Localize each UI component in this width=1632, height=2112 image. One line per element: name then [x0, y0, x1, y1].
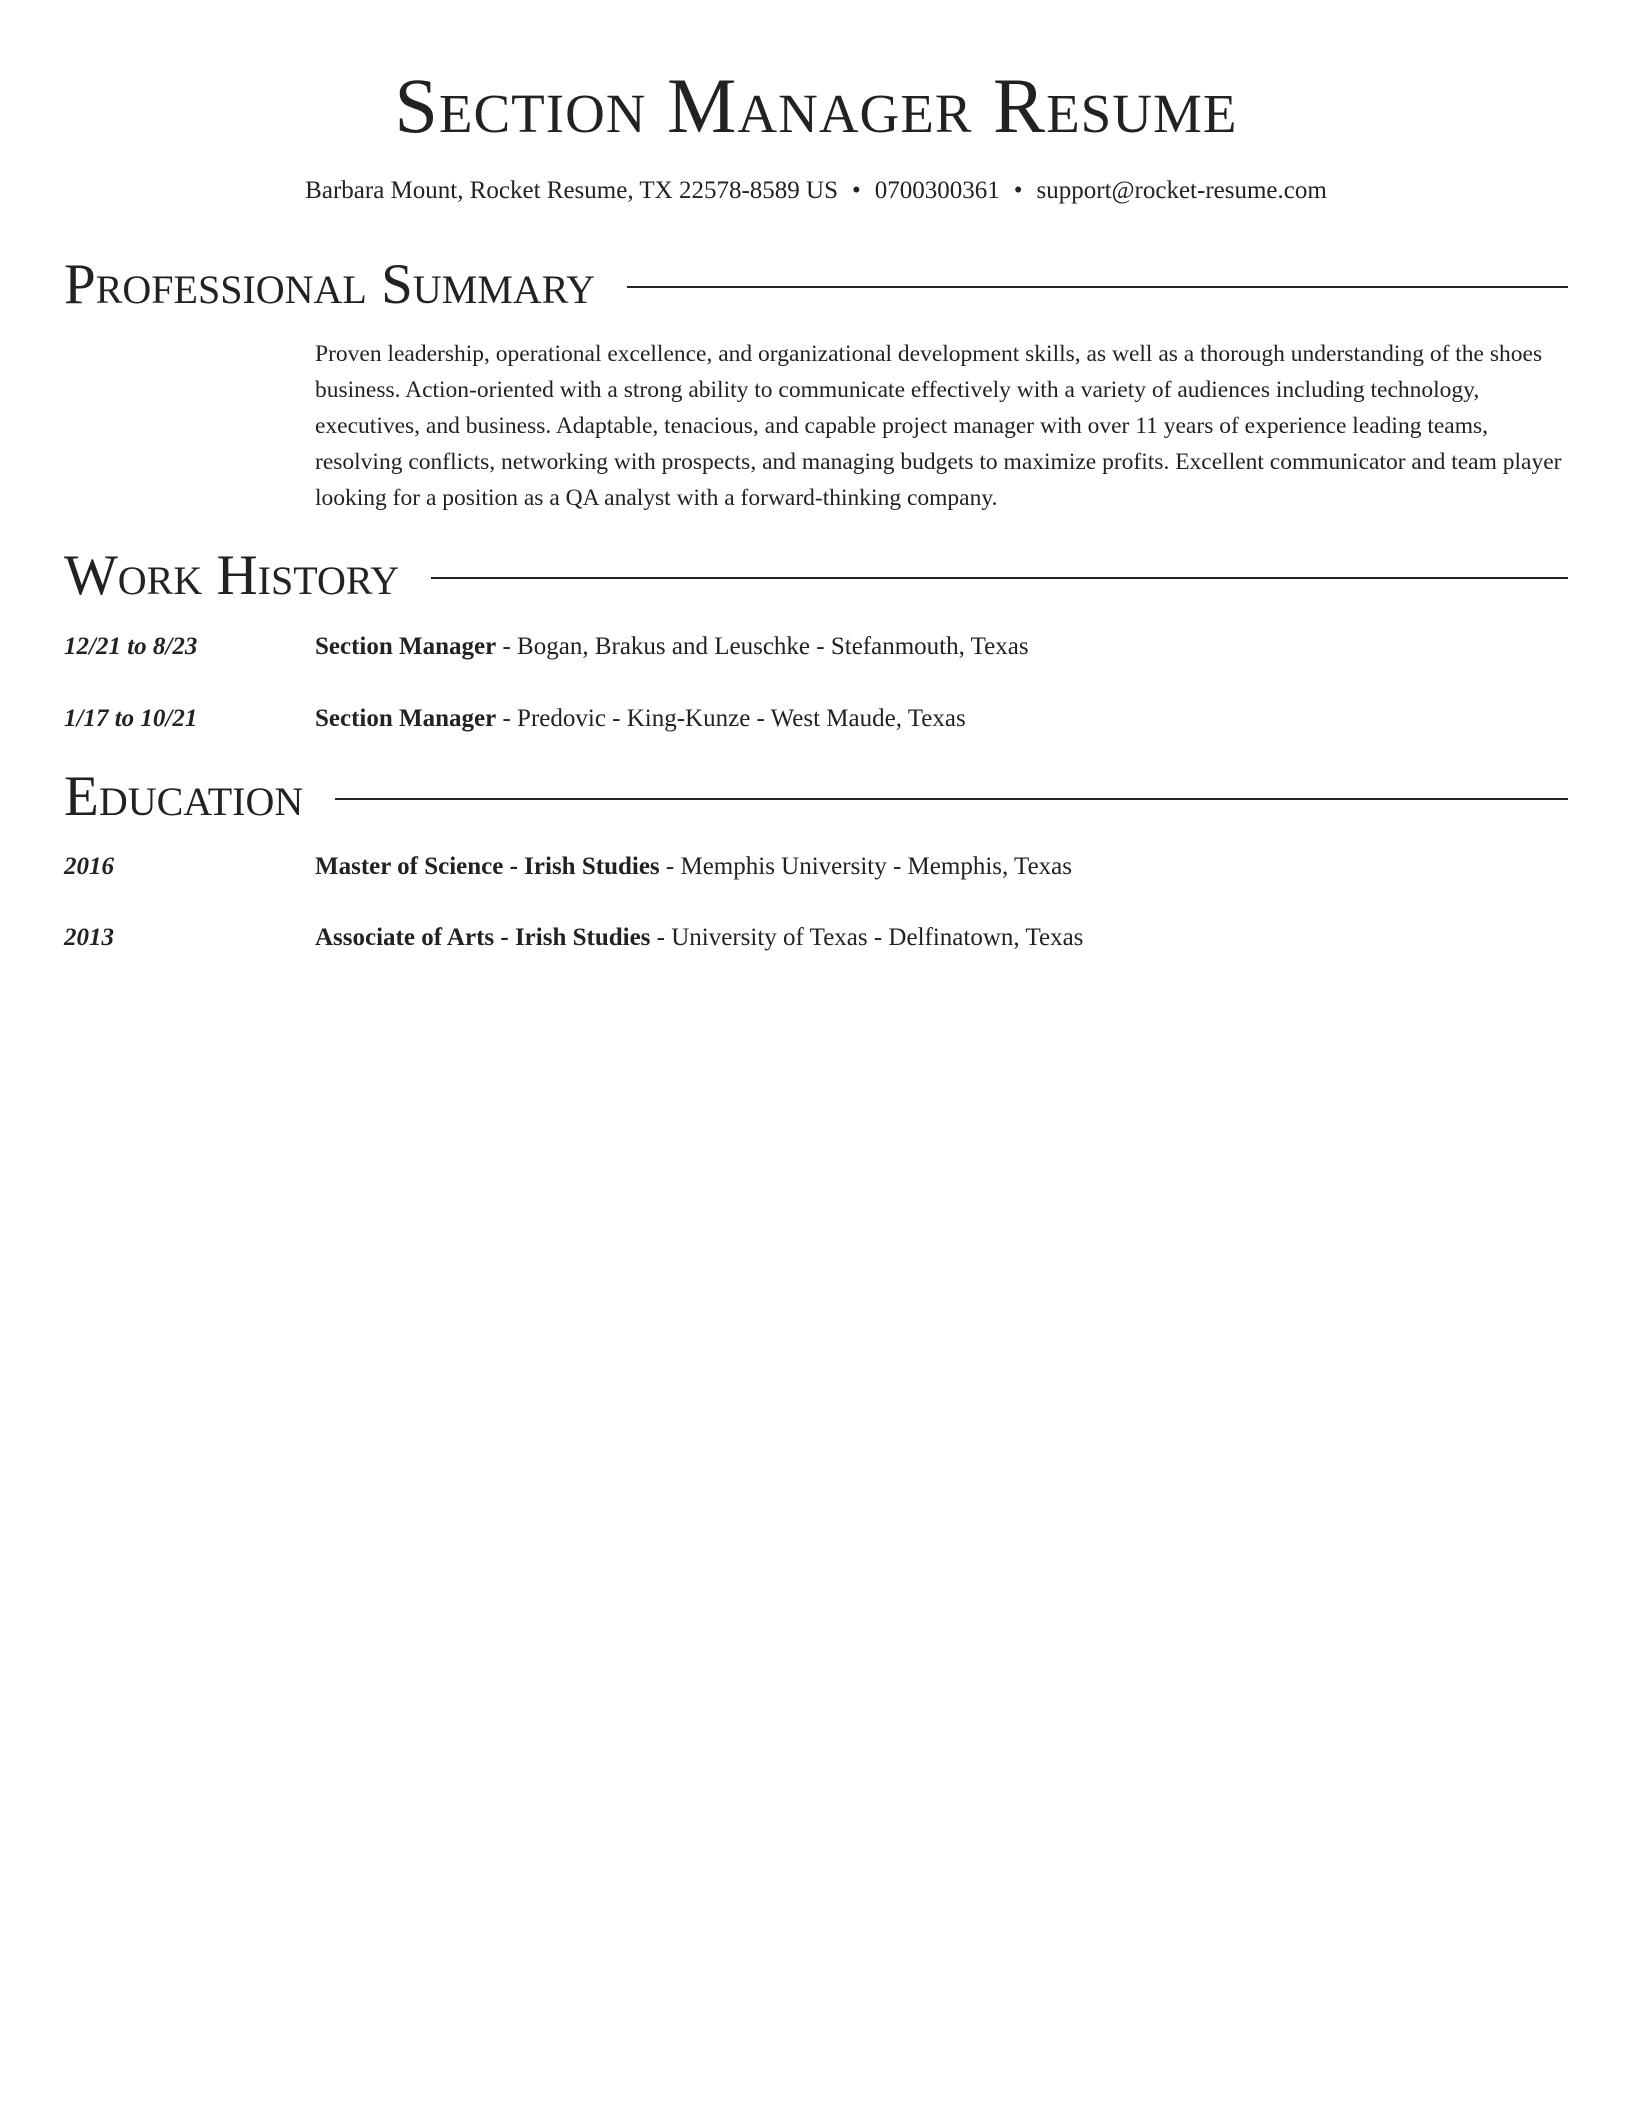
contact-separator: •: [851, 177, 861, 204]
education-heading: Education: [64, 765, 304, 828]
education-entry: [64, 847, 1568, 887]
education-entry-degree: Master of Science - Irish Studies: [315, 853, 660, 880]
contact-separator: •: [1013, 177, 1023, 204]
work-entry: [64, 627, 1568, 667]
summary-heading: Professional Summary: [64, 253, 596, 316]
education-entry-degree: Associate of Arts - Irish Studies: [315, 924, 651, 951]
education-entry-date: 2013: [64, 924, 114, 951]
contact-line: [64, 174, 1568, 208]
section-divider: [627, 286, 1568, 288]
education-entry-detail: - Memphis University - Memphis, Texas: [659, 853, 1072, 880]
work-entry-role: Section Manager: [315, 705, 497, 732]
work-entry-description: [315, 627, 1029, 667]
education-section-header: [64, 762, 1568, 832]
summary-section-header: [64, 250, 1568, 320]
contact-phone: 0700300361: [874, 177, 1000, 204]
work-entry: [64, 699, 1568, 739]
work-entry-role: Section Manager: [315, 633, 497, 660]
work-entry-date: 1/17 to 10/21: [64, 705, 198, 732]
work-entry-detail: - Bogan, Brakus and Leuschke - Stefanmouth, Texas: [496, 633, 1029, 660]
work-entry-description: [315, 699, 966, 739]
education-entry-detail: - University of Texas - Delfinatown, Texas: [650, 924, 1084, 951]
work-entry-date: 12/21 to 8/23: [64, 633, 198, 660]
education-entry-date: 2016: [64, 853, 114, 880]
resume-title: Section Manager Resume: [394, 62, 1238, 149]
education-entry-description: [315, 847, 1072, 887]
contact-address: Barbara Mount, Rocket Resume, TX 22578-8589 US: [305, 177, 838, 204]
education-entry-description: [315, 918, 1083, 958]
work-section-header: [64, 541, 1568, 611]
work-heading: Work History: [64, 544, 400, 607]
work-entry-detail: - Predovic - King-Kunze - West Maude, Texas: [496, 705, 966, 732]
education-entry: [64, 918, 1568, 958]
section-divider: [431, 577, 1568, 579]
summary-text: Proven leadership, operational excellence, and organizational development skills, as well as a thorough understanding of the shoes business. Action-oriented with a strong ability to communicate effectively with a variety of audiences including technology, executives, and business. Adaptable, tenacious, and capable project manager with over 11 years of experience leading teams, resolving conflicts, networking with prospects, and managing budgets to maximize profits. Excellent communicator and team player looking for a position as a QA analyst with a forward-thinking company.: [315, 341, 1562, 511]
section-divider: [335, 798, 1568, 800]
contact-email: support@rocket-resume.com: [1036, 177, 1327, 204]
